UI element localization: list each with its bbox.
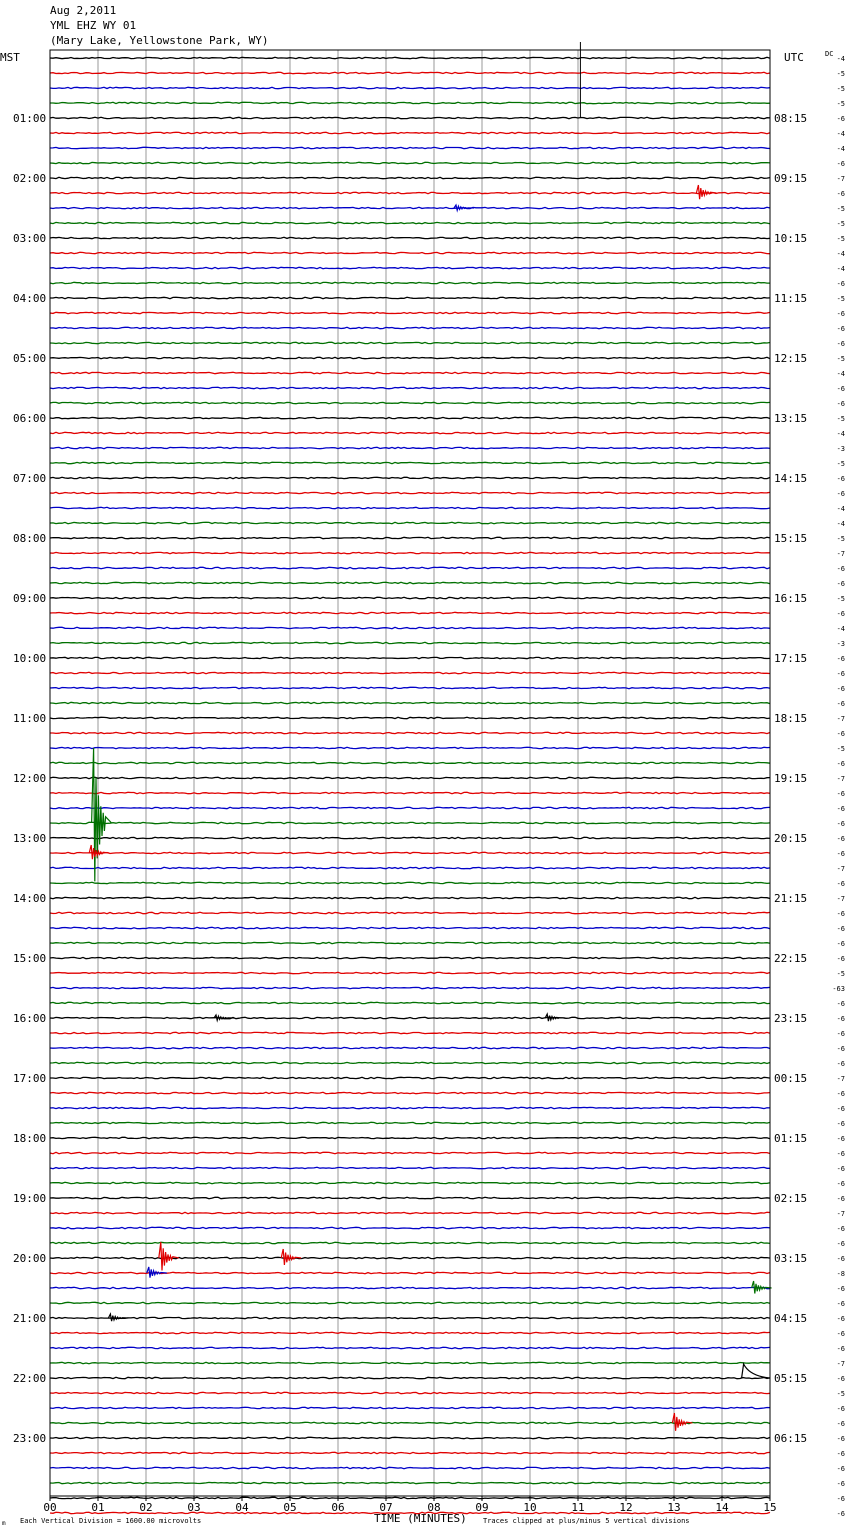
mst-hour-label: 13:00 (13, 832, 47, 845)
dc-offset-label: -6 (836, 1225, 845, 1233)
event-spike (159, 1242, 179, 1271)
dc-offset-label: -6 (836, 700, 845, 708)
dc-offset-label: -4 (836, 625, 845, 633)
dc-offset-label: -6 (836, 475, 845, 483)
trace-line (50, 87, 770, 88)
dc-offset-label: -4 (836, 250, 845, 258)
utc-hour-label: 19:15 (774, 772, 808, 785)
trace-line (50, 462, 770, 463)
dc-offset-label: -6 (836, 1450, 845, 1458)
utc-hour-label: 02:15 (774, 1192, 808, 1205)
dc-offset-label: -6 (836, 1150, 845, 1158)
x-axis-title: TIME (MINUTES) (374, 1512, 467, 1525)
dc-offset-label: -5 (836, 1390, 845, 1398)
dc-offset-label: -6 (836, 1420, 845, 1428)
footer-scale-note: Each Vertical Division = 1600.00 microvolts (20, 1517, 202, 1525)
x-tick-label: 00 (43, 1501, 57, 1514)
trace-line (50, 807, 770, 808)
dc-offset-label: -5 (836, 970, 845, 978)
mst-hour-label: 02:00 (13, 172, 47, 185)
dc-offset-label: -6 (836, 805, 845, 813)
trace-line (50, 1377, 770, 1378)
dc-offset-label: -8 (836, 1270, 845, 1278)
trace-line (50, 897, 770, 898)
dc-offset-label: -7 (836, 775, 845, 783)
dc-offset-label: -6 (836, 1255, 845, 1263)
trace-line (50, 327, 770, 328)
event-spike (108, 1314, 128, 1321)
utc-hour-label: 00:15 (774, 1072, 808, 1085)
dc-offset-label: -6 (836, 940, 845, 948)
trace-line (50, 1152, 770, 1153)
trace-line (50, 72, 770, 73)
dc-offset-label: -6 (836, 790, 845, 798)
x-tick-label: 10 (523, 1501, 537, 1514)
trace-line (50, 1392, 770, 1393)
dc-offset-label: -4 (836, 55, 845, 63)
dc-offset-label: -7 (836, 1075, 845, 1083)
event-spike (672, 1413, 692, 1431)
x-tick-label: 09 (475, 1501, 489, 1514)
trace-line (50, 1092, 770, 1093)
dc-offset-label: -4 (836, 370, 845, 378)
mst-hour-label: 01:00 (13, 112, 47, 125)
dc-offset-label: -6 (836, 760, 845, 768)
dc-offset-label: -6 (836, 400, 845, 408)
dc-offset-label: -6 (836, 1480, 845, 1488)
mst-hour-label: 06:00 (13, 412, 47, 425)
trace-line (50, 1347, 770, 1348)
dc-offset-label: -5 (836, 295, 845, 303)
x-tick-label: 02 (139, 1501, 153, 1514)
event-spike (92, 748, 112, 881)
dc-offset-label: -4 (836, 145, 845, 153)
mst-hour-label: 11:00 (13, 712, 47, 725)
dc-offset-label: -7 (836, 550, 845, 558)
trace-line (50, 312, 770, 313)
mst-hour-label: 18:00 (13, 1132, 47, 1145)
trace-line (50, 282, 770, 283)
trace-line (50, 1482, 770, 1483)
dc-offset-label: -7 (836, 175, 845, 183)
utc-hour-label: 23:15 (774, 1012, 808, 1025)
mst-hour-label: 21:00 (13, 1312, 47, 1325)
mst-hour-label: 12:00 (13, 772, 47, 785)
dc-offset-label: -6 (836, 1495, 845, 1503)
x-tick-label: 06 (331, 1501, 345, 1514)
mst-hour-label: 14:00 (13, 892, 47, 905)
dc-offset-label: -7 (836, 1360, 845, 1368)
event-spike (752, 1281, 772, 1294)
dc-offset-label: -7 (836, 865, 845, 873)
dc-offset-label: -6 (836, 1405, 845, 1413)
dc-offset-label: -6 (836, 1135, 845, 1143)
trace-line (50, 822, 770, 823)
trace-line (50, 1107, 770, 1108)
utc-hour-label: 15:15 (774, 532, 808, 545)
dc-offset-label: -6 (836, 1000, 845, 1008)
dc-offset-label: -6 (836, 610, 845, 618)
event-spike (147, 1267, 167, 1278)
dc-offset-label: -6 (836, 1465, 845, 1473)
trace-line (50, 1212, 770, 1213)
utc-hour-label: 08:15 (774, 112, 808, 125)
trace-line (50, 837, 770, 838)
utc-hour-label: 05:15 (774, 1372, 808, 1385)
dc-offset-label: -5 (836, 355, 845, 363)
dc-offset-label: -6 (836, 115, 845, 123)
x-tick-label: 01 (91, 1501, 105, 1514)
location-label: (Mary Lake, Yellowstone Park, WY) (50, 34, 269, 47)
dc-offset-label: -6 (836, 1510, 845, 1518)
dc-offset-label: -6 (836, 850, 845, 858)
dc-offset-label: -6 (836, 1285, 845, 1293)
trace-line (50, 162, 770, 163)
trace-line (50, 1407, 770, 1408)
dc-offset-label: -5 (836, 235, 845, 243)
trace-line (50, 507, 770, 508)
utc-hour-label: 14:15 (774, 472, 808, 485)
dc-offset-label: -6 (836, 835, 845, 843)
dc-offset-label: -7 (836, 895, 845, 903)
x-tick-label: 03 (187, 1501, 201, 1514)
utc-hour-label: 21:15 (774, 892, 808, 905)
utc-hour-label: 10:15 (774, 232, 808, 245)
dc-offset-label: -6 (836, 1105, 845, 1113)
x-tick-label: 04 (235, 1501, 249, 1514)
dc-offset-label: -6 (836, 1300, 845, 1308)
dc-offset-label: -6 (836, 1060, 845, 1068)
dc-offset-label: -3 (836, 640, 845, 648)
plot-frame (50, 50, 770, 1496)
dc-offset-label: -4 (836, 520, 845, 528)
utc-axis-label: UTC (784, 51, 804, 64)
utc-hour-label: 04:15 (774, 1312, 808, 1325)
event-spike (89, 845, 109, 859)
dc-offset-label: -5 (836, 745, 845, 753)
trace-line (50, 1362, 770, 1363)
mst-hour-label: 08:00 (13, 532, 47, 545)
dc-offset-label: -5 (836, 70, 845, 78)
dc-offset-label: -6 (836, 565, 845, 573)
x-tick-label: 07 (379, 1501, 393, 1514)
dc-offset-label: -6 (836, 1240, 845, 1248)
mst-hour-label: 22:00 (13, 1372, 47, 1385)
seismic-events (89, 42, 771, 1431)
dc-offset-label: -6 (836, 685, 845, 693)
trace-line (50, 267, 770, 268)
trace-line (50, 567, 770, 568)
dc-offset-label: -7 (836, 715, 845, 723)
dc-offset-label: -6 (836, 925, 845, 933)
mst-hour-label: 17:00 (13, 1072, 47, 1085)
trace-line (50, 342, 770, 343)
minute-grid (98, 50, 722, 1496)
dc-offset-label: -3 (836, 445, 845, 453)
trace-line (50, 612, 770, 613)
trace-line (50, 417, 770, 418)
utc-hour-labels (774, 112, 807, 1445)
dc-offset-label: -6 (836, 325, 845, 333)
x-tick-label: 12 (619, 1501, 633, 1514)
trace-line (50, 1227, 770, 1228)
trace-line (50, 552, 770, 553)
dc-offset-label: -6 (836, 1375, 845, 1383)
trace-line (50, 1497, 770, 1498)
utc-hour-label: 01:15 (774, 1132, 808, 1145)
trace-line (50, 627, 770, 628)
dc-offset-label: -5 (836, 595, 845, 603)
trace-line (50, 222, 770, 223)
trace-line (50, 1317, 770, 1318)
dc-offset-label: -6 (836, 190, 845, 198)
trace-line (50, 702, 770, 703)
trace-line (50, 1122, 770, 1123)
dc-offset-label: -6 (836, 1435, 845, 1443)
dc-offset-label: -6 (836, 1330, 845, 1338)
dc-offset-label: -6 (836, 955, 845, 963)
date-label: Aug 2,2011 (50, 4, 117, 17)
utc-hour-label: 09:15 (774, 172, 808, 185)
dc-offset-label: -6 (836, 1345, 845, 1353)
trace-line (50, 942, 770, 943)
mst-hour-label: 19:00 (13, 1192, 47, 1205)
dc-offset-label: -5 (836, 535, 845, 543)
trace-line (50, 1242, 770, 1243)
trace-line (50, 207, 770, 208)
trace-line (50, 477, 770, 478)
mst-hour-label: 07:00 (13, 472, 47, 485)
dc-offset-label: -6 (836, 580, 845, 588)
utc-hour-label: 17:15 (774, 652, 808, 665)
trace-line (50, 792, 770, 793)
trace-line (50, 882, 770, 883)
dc-offset-label: -6 (836, 730, 845, 738)
utc-hour-label: 06:15 (774, 1432, 808, 1445)
trace-line (50, 1137, 770, 1138)
event-spike (454, 205, 474, 210)
trace-line (50, 642, 770, 643)
trace-line (50, 1017, 770, 1018)
footer-mark: m (2, 1520, 6, 1527)
trace-rows (50, 57, 770, 1513)
trace-line (50, 1332, 770, 1333)
utc-hour-label: 20:15 (774, 832, 808, 845)
trace-line (50, 1047, 770, 1048)
dc-offset-label: -6 (836, 310, 845, 318)
x-tick-label: 11 (571, 1501, 585, 1514)
trace-line (50, 177, 770, 178)
dc-offset-label: -4 (836, 265, 845, 273)
trace-line (50, 867, 770, 868)
dc-offset-label: -6 (836, 655, 845, 663)
trace-line (50, 1062, 770, 1063)
trace-line (50, 1182, 770, 1183)
trace-line (50, 672, 770, 673)
dc-offset-label: -6 (836, 1120, 845, 1128)
trace-line (50, 687, 770, 688)
trace-line (50, 1197, 770, 1198)
dc-offset-label: -6 (836, 160, 845, 168)
trace-line (50, 1287, 770, 1288)
trace-line (50, 957, 770, 958)
dc-offset-label: -6 (836, 670, 845, 678)
event-spike (545, 1014, 565, 1021)
x-tick-label: 08 (427, 1501, 441, 1514)
dc-offset-label: -4 (836, 430, 845, 438)
footer-clip-note: Traces clipped at plus/minus 5 vertical divisions (483, 1517, 690, 1525)
trace-line (50, 1257, 770, 1258)
utc-hour-label: 22:15 (774, 952, 808, 965)
trace-line (50, 192, 770, 193)
dc-offset-label: -6 (836, 1015, 845, 1023)
trace-line (50, 747, 770, 748)
mst-hour-labels (13, 112, 46, 1445)
dc-offset-label: -6 (836, 385, 845, 393)
trace-line (50, 1437, 770, 1438)
station-label: YML EHZ WY 01 (50, 19, 137, 32)
event-spike (281, 1249, 301, 1265)
dc-offset-label: -6 (836, 880, 845, 888)
trace-line (50, 132, 770, 133)
x-tick-label: 05 (283, 1501, 297, 1514)
trace-line (50, 117, 770, 118)
dc-offset-label: -63 (832, 985, 845, 993)
dc-offset-label: -5 (836, 205, 845, 213)
utc-hour-label: 16:15 (774, 592, 808, 605)
dc-offset-label: -7 (836, 1210, 845, 1218)
dc-offset-label: -6 (836, 1180, 845, 1188)
dc-offset-label: -6 (836, 1315, 845, 1323)
trace-line (50, 492, 770, 493)
x-tick-label: 13 (667, 1501, 681, 1514)
dc-offset-label: -6 (836, 340, 845, 348)
trace-line (50, 432, 770, 433)
trace-line (50, 387, 770, 388)
trace-line (50, 252, 770, 253)
trace-line (50, 522, 770, 523)
trace-line (50, 1422, 770, 1423)
trace-line (50, 357, 770, 358)
trace-line (50, 1452, 770, 1453)
dc-offset-label: -5 (836, 85, 845, 93)
mst-hour-label: 05:00 (13, 352, 47, 365)
event-spike (696, 185, 716, 199)
x-tick-label: 15 (763, 1501, 777, 1514)
utc-hour-label: 12:15 (774, 352, 808, 365)
trace-line (50, 912, 770, 913)
dc-offset-label: -6 (836, 1195, 845, 1203)
trace-line (50, 717, 770, 718)
dc-column-label: DC (825, 50, 834, 58)
mst-hour-label: 10:00 (13, 652, 47, 665)
dc-offset-label: -6 (836, 1090, 845, 1098)
trace-line (50, 732, 770, 733)
dc-offset-label: -6 (836, 1045, 845, 1053)
trace-line (50, 972, 770, 973)
dc-offset-label: -6 (836, 910, 845, 918)
trace-line (50, 537, 770, 538)
mst-axis-label: MST (0, 51, 20, 64)
dc-offset-label: -5 (836, 460, 845, 468)
trace-line (50, 657, 770, 658)
trace-line (50, 1032, 770, 1033)
dc-offset-label: -5 (836, 415, 845, 423)
dc-offset-label: -4 (836, 130, 845, 138)
mst-hour-label: 23:00 (13, 1432, 47, 1445)
trace-line (50, 1167, 770, 1168)
trace-line (50, 1302, 770, 1303)
trace-line (50, 1002, 770, 1003)
mst-hour-label: 03:00 (13, 232, 47, 245)
trace-line (50, 852, 770, 853)
trace-line (50, 57, 770, 58)
utc-hour-label: 13:15 (774, 412, 808, 425)
trace-line (50, 237, 770, 238)
trace-line (50, 102, 770, 103)
trace-line (50, 987, 770, 988)
dc-offset-label: -5 (836, 220, 845, 228)
mst-hour-label: 16:00 (13, 1012, 47, 1025)
dc-offset-label: -6 (836, 820, 845, 828)
trace-line (50, 582, 770, 583)
dc-offset-labels (832, 55, 845, 1518)
trace-line (50, 1467, 770, 1468)
trace-line (50, 447, 770, 448)
trace-line (50, 927, 770, 928)
trace-line (50, 1077, 770, 1078)
dc-offset-label: -6 (836, 280, 845, 288)
trace-line (50, 597, 770, 598)
utc-hour-label: 11:15 (774, 292, 808, 305)
trace-line (50, 777, 770, 778)
dc-offset-label: -4 (836, 505, 845, 513)
dc-offset-label: -6 (836, 490, 845, 498)
x-tick-label: 14 (715, 1501, 729, 1514)
trace-line (50, 147, 770, 148)
event-spike (742, 1364, 770, 1378)
event-spike (214, 1015, 234, 1020)
dc-offset-label: -5 (836, 100, 845, 108)
trace-line (50, 297, 770, 298)
mst-hour-label: 04:00 (13, 292, 47, 305)
trace-line (50, 402, 770, 403)
dc-offset-label: -6 (836, 1030, 845, 1038)
mst-hour-label: 20:00 (13, 1252, 47, 1265)
trace-line (50, 762, 770, 763)
utc-hour-label: 18:15 (774, 712, 808, 725)
mst-hour-label: 15:00 (13, 952, 47, 965)
utc-hour-label: 03:15 (774, 1252, 808, 1265)
mst-hour-label: 09:00 (13, 592, 47, 605)
dc-offset-label: -6 (836, 1165, 845, 1173)
trace-line (50, 372, 770, 373)
